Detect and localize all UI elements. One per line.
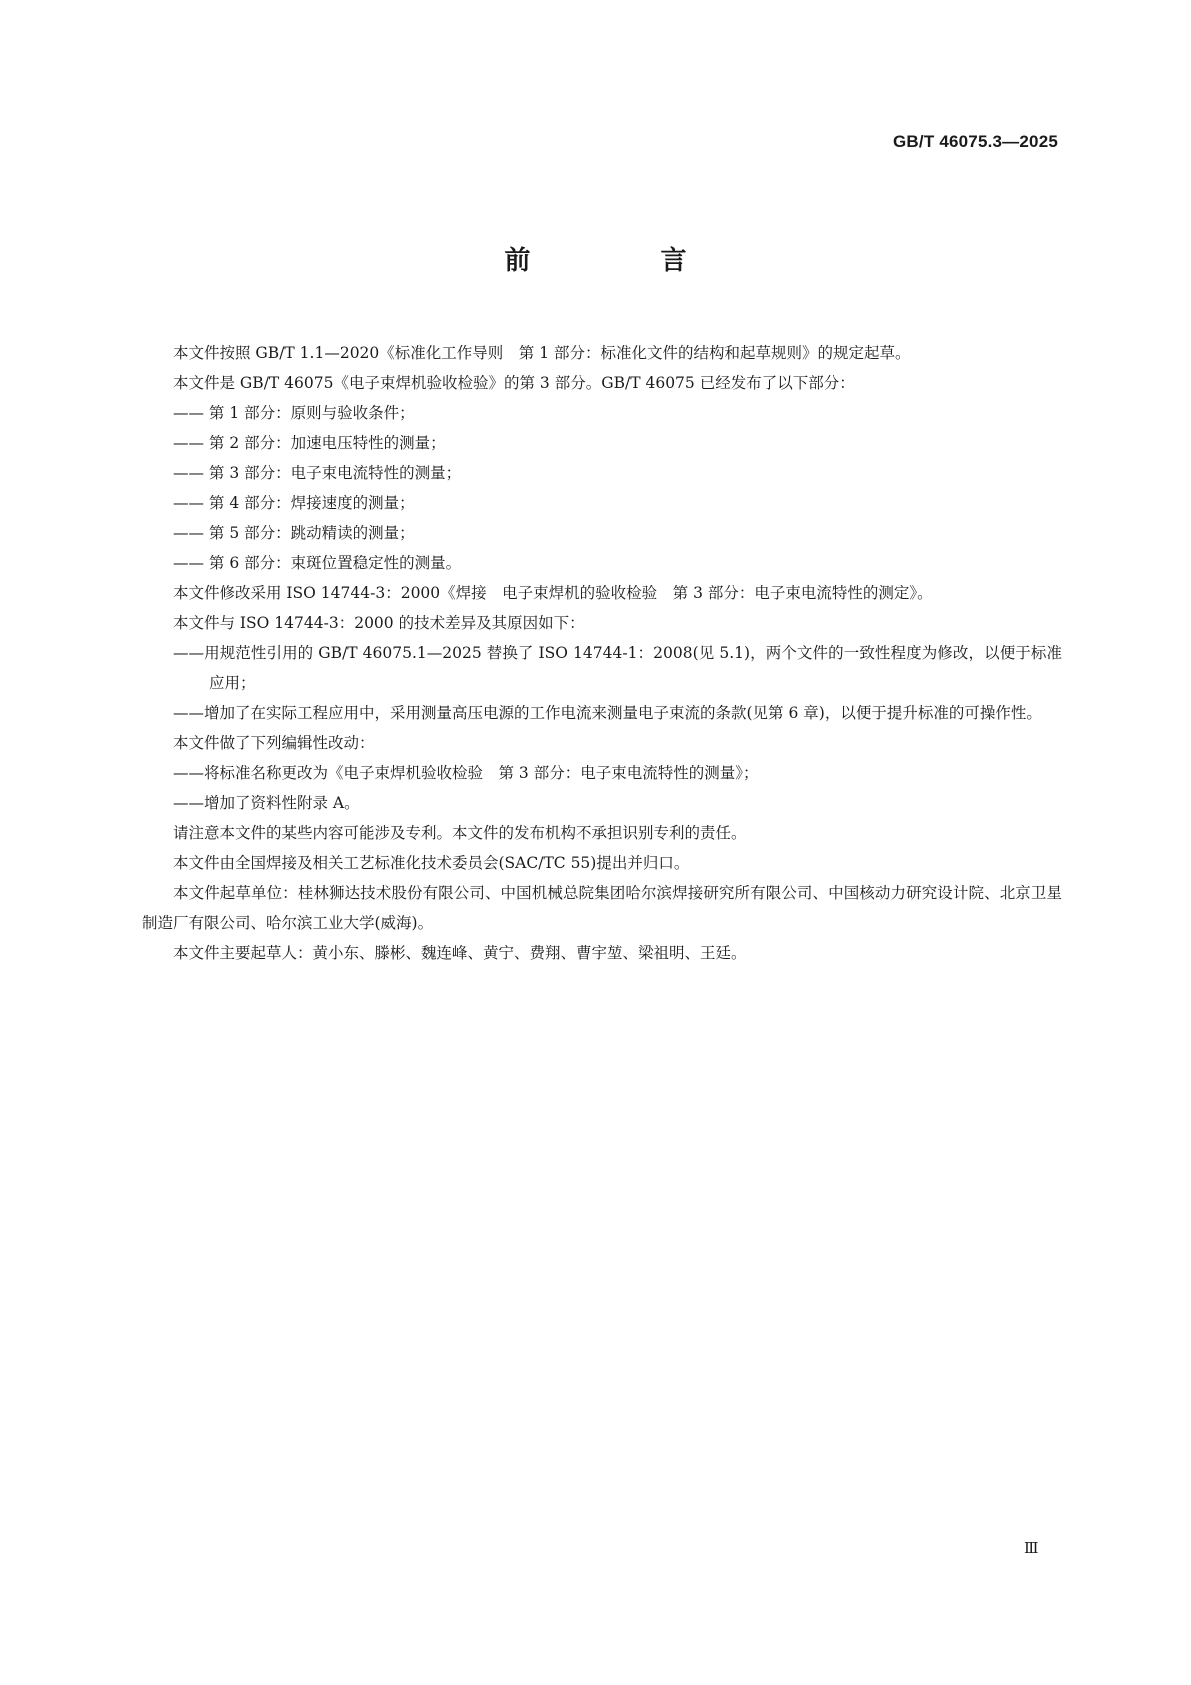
list-item-edit: ——将标准名称更改为《电子束焊机验收检验 第 3 部分：电子束电流特性的测量》； — [173, 764, 759, 782]
paragraph-adoption: 本文件修改采用 ISO 14744-3：2000《焊接 电子束焊机的验收检验 第 3 部分：电子束电流特性的测定》。 — [173, 584, 933, 602]
paragraph-drafting-rules: 本文件按照 GB/T 1.1—2020《标准化工作导则 第 1 部分：标准化文件的结构和起草规则》的规定起草。 — [173, 344, 911, 362]
paragraph-committee: 本文件由全国焊接及相关工艺标准化技术委员会(SAC/TC 55)提出并归口。 — [173, 854, 690, 872]
list-item-part: —— 第 3 部分：电子束电流特性的测量； — [173, 464, 462, 482]
paragraph-series-intro: 本文件是 GB/T 46075《电子束焊机验收检验》的第 3 部分。GB/T 46075 已经发布了以下部分： — [173, 374, 855, 392]
document-body — [142, 338, 1062, 968]
paragraph-drafting-units: 本文件起草单位：桂林狮达技术股份有限公司、中国机械总院集团哈尔滨焊接研究所有限公司、中国核动力研究设计院、北京卫星制造厂有限公司、哈尔滨工业大学(威海)。 — [142, 884, 1062, 932]
page-title: 前 言 — [504, 246, 739, 276]
paragraph-drafters: 本文件主要起草人：黄小东、滕彬、魏连峰、黄宁、费翔、曹宇堃、梁祖明、王廷。 — [173, 944, 747, 962]
list-item-difference: ——用规范性引用的 GB/T 46075.1—2025 替换了 ISO 14744-1：2008(见 5.1)，两个文件的一致性程度为修改，以便于标准应用； — [173, 644, 1062, 692]
list-item-part: —— 第 4 部分：焊接速度的测量； — [173, 494, 415, 512]
document-code: GB/T 46075.3—2025 — [893, 132, 1058, 151]
list-item-edit: ——增加了资料性附录 A。 — [173, 794, 360, 812]
page-number: Ⅲ — [1024, 1539, 1039, 1557]
list-item-part: —— 第 5 部分：跳动精读的测量； — [173, 524, 415, 542]
list-item-difference: ——增加了在实际工程应用中，采用测量高压电源的工作电流来测量电子束流的条款(见第 6 章)，以便于提升标准的可操作性。 — [173, 704, 1042, 722]
paragraph-patent-notice: 请注意本文件的某些内容可能涉及专利。本文件的发布机构不承担识别专利的责任。 — [173, 824, 747, 842]
paragraph-differences-intro: 本文件与 ISO 14744-3：2000 的技术差异及其原因如下： — [173, 614, 585, 632]
list-item-part: —— 第 2 部分：加速电压特性的测量； — [173, 434, 446, 452]
list-item-part: —— 第 6 部分：束斑位置稳定性的测量。 — [173, 554, 462, 572]
paragraph-edits-intro: 本文件做了下列编辑性改动： — [173, 734, 375, 752]
list-item-part: —— 第 1 部分：原则与验收条件； — [173, 404, 415, 422]
